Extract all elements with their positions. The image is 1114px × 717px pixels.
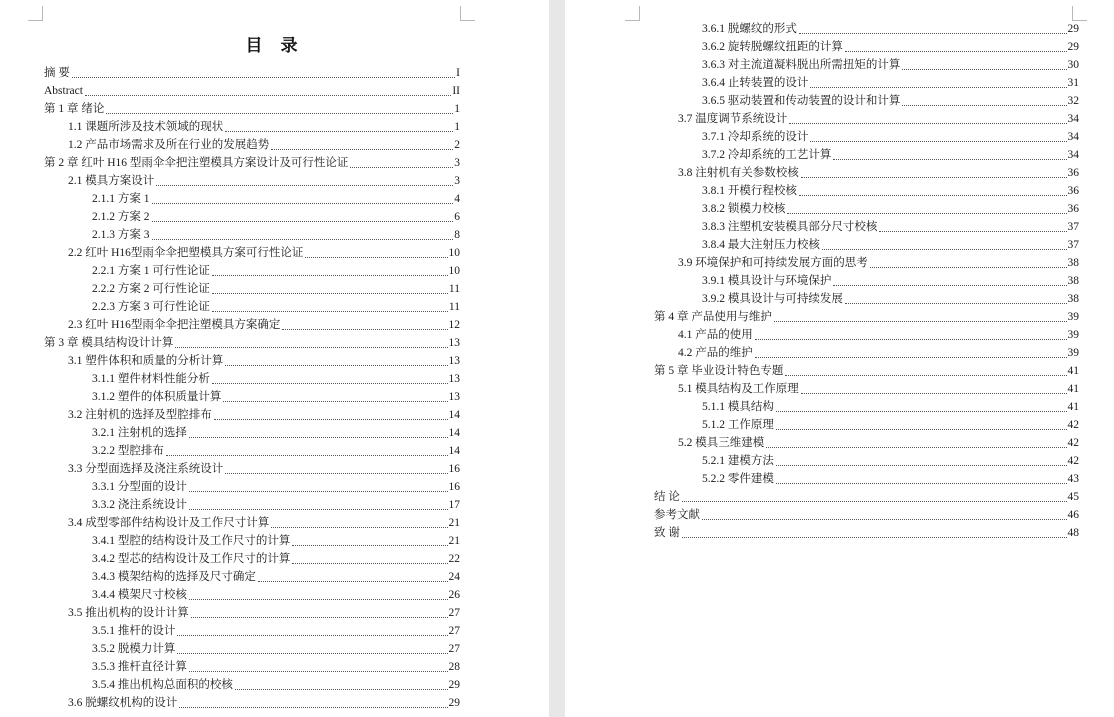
toc-dot-leader — [85, 95, 451, 96]
toc-entry — [92, 550, 460, 568]
toc-entry — [92, 676, 460, 694]
toc-entry-title: 第 2 章 红叶 H16 型雨伞伞把注塑模具方案设计及可行性论证 — [44, 157, 349, 169]
toc-dot-leader — [879, 231, 1066, 232]
toc-entry-page-number: 29 — [448, 697, 460, 709]
toc-dot-leader — [776, 483, 1067, 484]
toc-entry-page-number: 13 — [448, 355, 460, 367]
toc-dot-leader — [902, 105, 1066, 106]
toc-entry — [702, 290, 1079, 308]
toc-dot-leader — [271, 149, 453, 150]
toc-dot-leader — [870, 267, 1067, 268]
toc-entry — [92, 496, 460, 514]
toc-entry-title: 致 谢 — [654, 527, 680, 539]
toc-entry-page-number: 17 — [448, 499, 460, 511]
toc-entry — [92, 226, 460, 244]
toc-dot-leader — [902, 69, 1066, 70]
toc-entry-title: 3.1 塑件体积和质量的分析计算 — [68, 355, 224, 367]
toc-entry-title: 3.4.1 型腔的结构设计及工作尺寸的计算 — [92, 535, 291, 547]
toc-entry — [702, 398, 1079, 416]
toc-entry — [678, 110, 1079, 128]
toc-entry-page-number: 13 — [448, 373, 460, 385]
toc-entry-title: 2.1 模具方案设计 — [68, 175, 155, 187]
toc-entry — [92, 442, 460, 460]
toc-dot-leader — [810, 141, 1066, 142]
toc-entry-page-number: 37 — [1067, 221, 1079, 233]
toc-entry — [92, 208, 460, 226]
toc-entry-page-number: 22 — [448, 553, 460, 565]
toc-dot-leader — [214, 419, 448, 420]
toc-entry-title: 4.2 产品的维护 — [678, 347, 753, 359]
toc-entry-page-number: 48 — [1067, 527, 1079, 539]
toc-entry-title: 2.2 红叶 H16型雨伞伞把塑模具方案可行性论证 — [68, 247, 304, 259]
toc-entry — [92, 532, 460, 550]
toc-entry-page-number: 42 — [1067, 455, 1079, 467]
toc-entry-page-number: 31 — [1067, 77, 1079, 89]
toc-entry-page-number: 42 — [1067, 419, 1079, 431]
toc-entry-page-number: 29 — [448, 679, 460, 691]
toc-entry — [44, 334, 460, 352]
toc-entry-page-number: 2 — [454, 139, 460, 151]
toc-entry — [68, 514, 460, 532]
toc-dot-leader — [189, 509, 448, 510]
toc-entry — [702, 92, 1079, 110]
toc-entry-page-number: 27 — [448, 625, 460, 637]
toc-entry — [702, 56, 1079, 74]
toc-entry — [678, 164, 1079, 182]
toc-entry-title: 3.9.2 模具设计与可持续发展 — [702, 293, 843, 305]
toc-dot-leader — [789, 123, 1066, 124]
toc-entry-page-number: 38 — [1067, 293, 1079, 305]
toc-entry-title: 3.3.1 分型面的设计 — [92, 481, 187, 493]
toc-dot-leader — [152, 239, 454, 240]
toc-dot-leader — [152, 221, 454, 222]
toc-dot-leader — [175, 347, 447, 348]
toc-dot-leader — [755, 357, 1067, 358]
toc-entry-page-number: 37 — [1067, 239, 1079, 251]
toc-entry-page-number: 30 — [1067, 59, 1079, 71]
toc-dot-leader — [258, 581, 448, 582]
toc-entry — [654, 308, 1079, 326]
toc-entry-title: 3.7.1 冷却系统的设计 — [702, 131, 809, 143]
toc-dot-leader — [305, 257, 447, 258]
toc-entry-title: 3.2.1 注射机的选择 — [92, 427, 187, 439]
toc-entry — [678, 326, 1079, 344]
toc-entry — [678, 380, 1079, 398]
toc-entry-page-number: 10 — [448, 265, 460, 277]
toc-dot-leader — [682, 537, 1067, 538]
toc-entry — [654, 488, 1079, 506]
toc-entry-page-number: 8 — [454, 229, 460, 241]
toc-dot-leader — [682, 501, 1067, 502]
toc-dot-leader — [225, 131, 453, 132]
toc-entry — [92, 190, 460, 208]
toc-entry-page-number: 27 — [448, 643, 460, 655]
toc-dot-leader — [799, 195, 1067, 196]
toc-dot-leader — [845, 303, 1067, 304]
toc-entry-title: 3.6 脱螺纹机构的设计 — [68, 697, 178, 709]
toc-entry — [678, 254, 1079, 272]
toc-entry-title: 3.8.4 最大注射压力校核 — [702, 239, 820, 251]
toc-entry-title: 3.7 温度调节系统设计 — [678, 113, 788, 125]
toc-entry — [92, 586, 460, 604]
toc-entry — [44, 82, 460, 100]
toc-entry — [92, 658, 460, 676]
toc-dot-leader — [191, 617, 448, 618]
toc-entry-page-number: 11 — [448, 301, 460, 313]
toc-dot-leader — [810, 87, 1066, 88]
toc-entry-title: 5.2.1 建模方法 — [702, 455, 774, 467]
toc-dot-leader — [177, 635, 447, 636]
toc-entry — [702, 236, 1079, 254]
toc-entry-title: 第 5 章 毕业设计特色专题 — [654, 365, 784, 377]
toc-entry-title: 1.2 产品市场需求及所在行业的发展趋势 — [68, 139, 270, 151]
toc-dot-leader — [225, 365, 447, 366]
toc-entry-page-number: 41 — [1067, 401, 1079, 413]
toc-entry-title: 3.1.1 塑件材料性能分析 — [92, 373, 210, 385]
toc-dot-leader — [189, 671, 448, 672]
toc-entry-page-number: 46 — [1067, 509, 1079, 521]
toc-dot-leader — [776, 429, 1067, 430]
toc-title: 目 录 — [245, 36, 304, 56]
toc-entry-title: 5.2 模具三维建模 — [678, 437, 765, 449]
toc-entry-title: 2.2.3 方案 3 可行性论证 — [92, 301, 210, 313]
toc-entry-title: 3.5.2 脱模力计算 — [92, 643, 176, 655]
toc-entry-page-number: 39 — [1067, 311, 1079, 323]
toc-entry-title: 第 1 章 绪论 — [44, 103, 105, 115]
toc-entry-title: 2.2.1 方案 1 可行性论证 — [92, 265, 210, 277]
toc-entry — [68, 406, 460, 424]
toc-entry-title: 5.1.2 工作原理 — [702, 419, 774, 431]
toc-entry-title: 3.5.3 推杆直径计算 — [92, 661, 187, 673]
toc-entry — [92, 370, 460, 388]
toc-dot-leader — [156, 185, 453, 186]
toc-dot-leader — [189, 599, 448, 600]
toc-entry-title: 3.6.4 止转装置的设计 — [702, 77, 809, 89]
toc-entry — [702, 146, 1079, 164]
toc-entry — [44, 154, 460, 172]
toc-dot-leader — [801, 177, 1067, 178]
toc-dot-leader — [282, 329, 447, 330]
toc-dot-leader — [166, 455, 448, 456]
toc-entry-title: 3.8 注射机有关参数校核 — [678, 167, 799, 179]
toc-entry-page-number: 41 — [1067, 365, 1079, 377]
toc-entry-page-number: 14 — [448, 445, 460, 457]
toc-entry — [702, 38, 1079, 56]
toc-entry-title: 5.1.1 模具结构 — [702, 401, 774, 413]
toc-entry — [702, 272, 1079, 290]
toc-entry-page-number: 4 — [454, 193, 460, 205]
toc-entry-title: 摘 要 — [44, 67, 70, 79]
toc-entry-page-number: 36 — [1067, 185, 1079, 197]
toc-dot-leader — [223, 401, 447, 402]
toc-entry-page-number: 28 — [448, 661, 460, 673]
toc-entry-title: Abstract — [44, 85, 83, 97]
toc-entry — [68, 352, 460, 370]
toc-entry-page-number: 21 — [448, 535, 460, 547]
toc-entry-page-number: 39 — [1067, 347, 1079, 359]
toc-dot-leader — [189, 491, 448, 492]
toc-dot-leader — [845, 51, 1067, 52]
toc-entry-page-number: 34 — [1067, 149, 1079, 161]
toc-entry — [68, 118, 460, 136]
toc-entry — [702, 182, 1079, 200]
toc-entry — [702, 218, 1079, 236]
toc-entry-page-number: 16 — [448, 463, 460, 475]
toc-entry — [68, 694, 460, 712]
toc-dot-leader — [350, 167, 453, 168]
toc-entry-page-number: 10 — [448, 247, 460, 259]
toc-entry-page-number: 26 — [448, 589, 460, 601]
toc-entry — [654, 362, 1079, 380]
toc-entry-title: 5.1 模具结构及工作原理 — [678, 383, 799, 395]
document-page-right — [565, 0, 1114, 717]
toc-entry — [654, 506, 1079, 524]
page-corner-mark-top-right — [460, 6, 475, 21]
toc-entry-page-number: 29 — [1067, 23, 1079, 35]
toc-entry-page-number: 12 — [448, 319, 460, 331]
toc-entry-title: 3.4.2 型芯的结构设计及工作尺寸的计算 — [92, 553, 291, 565]
toc-dot-leader — [177, 653, 447, 654]
toc-entry-page-number: 41 — [1067, 383, 1079, 395]
toc-entry-page-number: 34 — [1067, 131, 1079, 143]
toc-entry — [702, 128, 1079, 146]
toc-dot-leader — [833, 159, 1066, 160]
toc-entry — [92, 478, 460, 496]
toc-entry-page-number: 3 — [454, 175, 460, 187]
toc-entry — [68, 172, 460, 190]
toc-dot-leader — [774, 321, 1067, 322]
toc-entry-title: 3.4.4 模架尺寸校核 — [92, 589, 187, 601]
toc-entry — [68, 604, 460, 622]
toc-dot-leader — [152, 203, 454, 204]
toc-entry — [702, 452, 1079, 470]
toc-entry-title: 3.5 推出机构的设计计算 — [68, 607, 189, 619]
toc-entry — [702, 74, 1079, 92]
toc-entry-title: 3.6.5 驱动装置和传动装置的设计和计算 — [702, 95, 901, 107]
toc-dot-leader — [776, 411, 1067, 412]
toc-entry — [678, 344, 1079, 362]
toc-entry — [68, 244, 460, 262]
toc-entry — [92, 568, 460, 586]
toc-dot-leader — [212, 275, 448, 276]
toc-dot-leader — [72, 77, 455, 78]
toc-entry — [92, 388, 460, 406]
toc-dot-leader — [235, 689, 448, 690]
toc-dot-leader — [833, 285, 1066, 286]
toc-entry-title: 3.7.2 冷却系统的工艺计算 — [702, 149, 832, 161]
toc-entry — [702, 470, 1079, 488]
toc-entry-page-number: 36 — [1067, 203, 1079, 215]
page-corner-mark-top-right — [1072, 6, 1087, 21]
toc-entry-page-number: 3 — [454, 157, 460, 169]
toc-dot-leader — [271, 527, 447, 528]
toc-entry-title: 3.9 环境保护和可持续发展方面的思考 — [678, 257, 868, 269]
toc-entry-title: 3.6.3 对主流道凝料脱出所需扭矩的计算 — [702, 59, 901, 71]
document-page-left — [0, 0, 549, 717]
page-corner-mark-top-left — [28, 6, 43, 21]
toc-entry-page-number: 45 — [1067, 491, 1079, 503]
toc-dot-leader — [766, 447, 1066, 448]
toc-entry-page-number: 24 — [448, 571, 460, 583]
toc-dot-leader — [292, 545, 447, 546]
toc-entry-page-number: 34 — [1067, 113, 1079, 125]
toc-entry-title: 第 3 章 模具结构设计计算 — [44, 337, 174, 349]
toc-entry-title: 3.3 分型面选择及浇注系统设计 — [68, 463, 224, 475]
toc-entry — [702, 200, 1079, 218]
toc-dot-leader — [702, 519, 1067, 520]
toc-entry-title: 3.9.1 模具设计与环境保护 — [702, 275, 832, 287]
toc-entry-page-number: 13 — [448, 391, 460, 403]
toc-entry — [44, 100, 460, 118]
toc-entry-title: 5.2.2 零件建模 — [702, 473, 774, 485]
toc-entry-title: 3.3.2 浇注系统设计 — [92, 499, 187, 511]
toc-entry-page-number: 6 — [454, 211, 460, 223]
toc-entry-page-number: 38 — [1067, 275, 1079, 287]
toc-entry — [68, 136, 460, 154]
toc-entry-title: 3.2 注射机的选择及型腔排布 — [68, 409, 212, 421]
toc-entry-title: 1.1 课题所涉及技术领域的现状 — [68, 121, 224, 133]
toc-entry-title: 参考文献 — [654, 509, 700, 521]
toc-dot-leader — [212, 293, 448, 294]
toc-entry-page-number: I — [456, 67, 460, 79]
toc-dot-leader — [822, 249, 1067, 250]
toc-entry-page-number: 1 — [454, 121, 460, 133]
toc-entry-page-number: 32 — [1067, 95, 1079, 107]
toc-entry — [678, 434, 1079, 452]
toc-dot-leader — [212, 311, 448, 312]
toc-entry-title: 3.8.2 锁模力校核 — [702, 203, 786, 215]
toc-entry-title: 3.6.2 旋转脱螺纹扭距的计算 — [702, 41, 843, 53]
toc-entry — [92, 640, 460, 658]
toc-entry-title: 3.5.1 推杆的设计 — [92, 625, 176, 637]
toc-entry-title: 第 4 章 产品使用与维护 — [654, 311, 772, 323]
toc-entry-page-number: 38 — [1067, 257, 1079, 269]
toc-dot-leader — [787, 213, 1066, 214]
toc-entry-title: 3.1.2 塑件的体积质量计算 — [92, 391, 222, 403]
toc-dot-leader — [179, 707, 447, 708]
toc-entry-page-number: 14 — [448, 427, 460, 439]
toc-entry-title: 3.4 成型零部件结构设计及工作尺寸计算 — [68, 517, 270, 529]
toc-entry-title: 3.5.4 推出机构总面积的校核 — [92, 679, 233, 691]
toc-entry-title: 2.1.3 方案 3 — [92, 229, 150, 241]
toc-entry — [702, 416, 1079, 434]
toc-entry-page-number: 16 — [448, 481, 460, 493]
toc-entry-title: 3.8.1 开模行程校核 — [702, 185, 797, 197]
toc-entry-page-number: 11 — [448, 283, 460, 295]
toc-dot-leader — [106, 113, 453, 114]
toc-entry-page-number: 36 — [1067, 167, 1079, 179]
toc-entry-title: 4.1 产品的使用 — [678, 329, 753, 341]
toc-dot-leader — [292, 563, 447, 564]
toc-entry-page-number: II — [452, 85, 460, 97]
toc-dot-leader — [801, 393, 1067, 394]
toc-dot-leader — [212, 383, 448, 384]
toc-entry-page-number: 27 — [448, 607, 460, 619]
toc-entry-page-number: 39 — [1067, 329, 1079, 341]
toc-entry-title: 2.1.2 方案 2 — [92, 211, 150, 223]
toc-entry — [702, 20, 1079, 38]
toc-entry — [68, 460, 460, 478]
toc-entry-title: 结 论 — [654, 491, 680, 503]
toc-entry-title: 2.2.2 方案 2 可行性论证 — [92, 283, 210, 295]
toc-entry — [92, 262, 460, 280]
toc-entry-page-number: 43 — [1067, 473, 1079, 485]
toc-entry — [92, 280, 460, 298]
toc-entry — [68, 316, 460, 334]
toc-dot-leader — [755, 339, 1067, 340]
toc-entry-title: 2.1.1 方案 1 — [92, 193, 150, 205]
toc-entry-page-number: 29 — [1067, 41, 1079, 53]
toc-entry-title: 3.6.1 脱螺纹的形式 — [702, 23, 797, 35]
toc-dot-leader — [776, 465, 1067, 466]
toc-entry-title: 3.4.3 模架结构的选择及尺寸确定 — [92, 571, 256, 583]
toc-dot-leader — [799, 33, 1067, 34]
toc-entry-title: 3.8.3 注塑机安装模具部分尺寸校核 — [702, 221, 878, 233]
page-corner-mark-top-left — [625, 6, 640, 21]
toc-entry-page-number: 21 — [448, 517, 460, 529]
toc-entry — [92, 424, 460, 442]
toc-entry-page-number: 1 — [454, 103, 460, 115]
toc-entry-page-number: 14 — [448, 409, 460, 421]
toc-entry — [92, 298, 460, 316]
toc-entry — [44, 64, 460, 82]
toc-dot-leader — [785, 375, 1066, 376]
toc-entry-title: 2.3 红叶 H16型雨伞伞把注塑模具方案确定 — [68, 319, 281, 331]
toc-entry-title: 3.2.2 型腔排布 — [92, 445, 164, 457]
toc-entry-page-number: 13 — [448, 337, 460, 349]
toc-entry — [92, 622, 460, 640]
toc-dot-leader — [189, 437, 448, 438]
toc-entry — [654, 524, 1079, 542]
toc-dot-leader — [225, 473, 447, 474]
toc-entry-page-number: 42 — [1067, 437, 1079, 449]
